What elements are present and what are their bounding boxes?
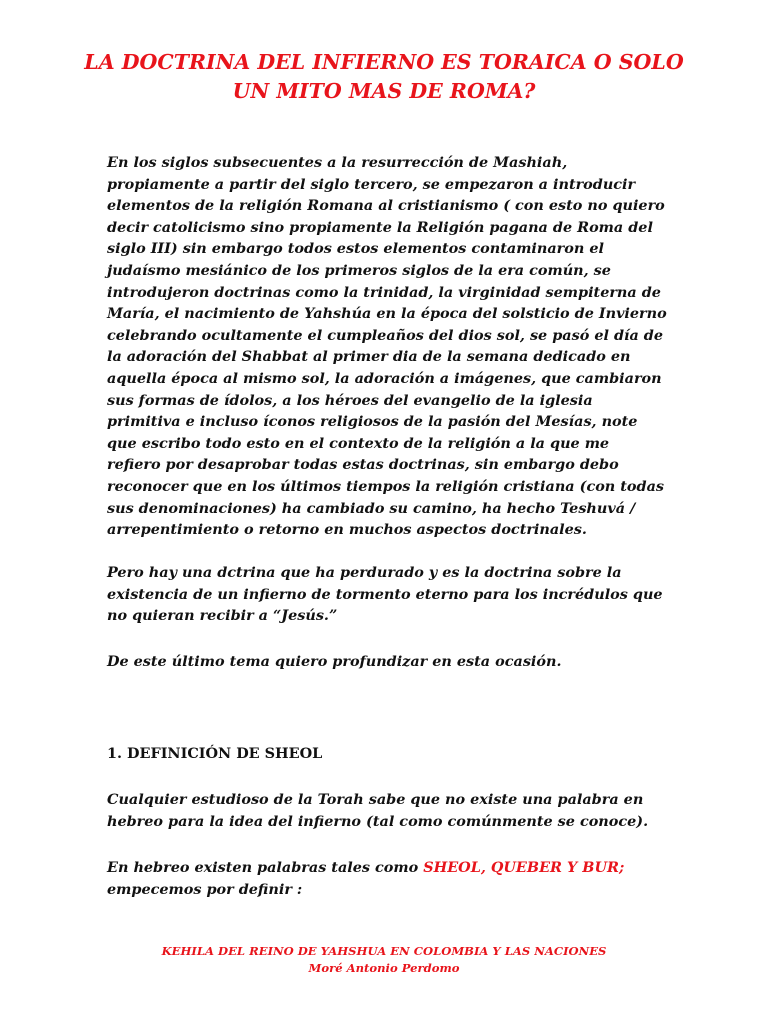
page-footer <box>60 943 708 977</box>
paragraph-intro: En los siglos subsecuentes a la resurrección de Mashiah, propiamente a partir del siglo tercero, se empezaron a introducir elementos de la religión Romana al cristianismo ( con esto no quiero decir catolicismo sino propiamente la Religión pagana de Roma del siglo III) sin embargo todos estos elementos contaminaron el judaísmo mesiánico de los primeros siglos de la era común, se introdujeron doctrinas como la trinidad, la virginidad sempiterna de María, el nacimiento de Yahshúa en la época del solsticio de Invierno celebrando ocultamente el cumpleaños del dios sol, se pasó el día de la adoración del Shabbat al primer dia de la semana dedicado en aquella época al mismo sol, la adoración a imágenes, que cambiaron sus formas de ídolos, a los héroes del evangelio de la iglesia primitiva e incluso íconos religiosos de la pasión del Mesías, note que escribo todo esto en el contexto de la religión a la que me refiero por desaprobar todas estas doctrinas, sin embargo debo reconocer que en los últimos tiempos la religión cristiana (con todas sus denominaciones) ha cambiado su camino, ha hecho Teshuvá / arrepentimiento o retorno en muchos aspectos doctrinales. <box>107 154 667 539</box>
paragraph-hebrew-words-start: En hebreo existen palabras tales como <box>107 859 424 876</box>
section-heading-sheol: 1. DEFINICIÓN DE SHEOL <box>107 745 323 762</box>
paragraph-topic: De este último tema quiero profundizar en esta ocasión. <box>107 653 562 670</box>
hebrew-words-highlight: SHEOL, QUEBER Y BUR; <box>423 859 625 876</box>
paragraph-hebrew-words <box>107 857 667 900</box>
paragraph-hebrew-words-end: empecemos por definir : <box>107 880 303 898</box>
title-line-1: LA DOCTRINA DEL INFIERNO ES TORAICA O SOLO <box>84 50 684 74</box>
footer-organization: KEHILA DEL REINO DE YAHSHUA EN COLOMBIA Y LAS NACIONES <box>161 944 607 958</box>
title-line-2: UN MITO MAS DE ROMA? <box>232 79 536 103</box>
paragraph-doctrine: Pero hay una dctrina que ha perdurado y es la doctrina sobre la existencia de un infierno de tormento eterno para los incrédulos que no quieran recibir a “Jesús.” <box>107 564 663 625</box>
footer-author: Moré Antonio Perdomo <box>308 961 460 975</box>
paragraph-torah: Cualquier estudioso de la Torah sabe que no existe una palabra en hebreo para la idea del infierno (tal como comúnmente se conoce). <box>107 791 649 830</box>
document-title <box>60 48 708 106</box>
